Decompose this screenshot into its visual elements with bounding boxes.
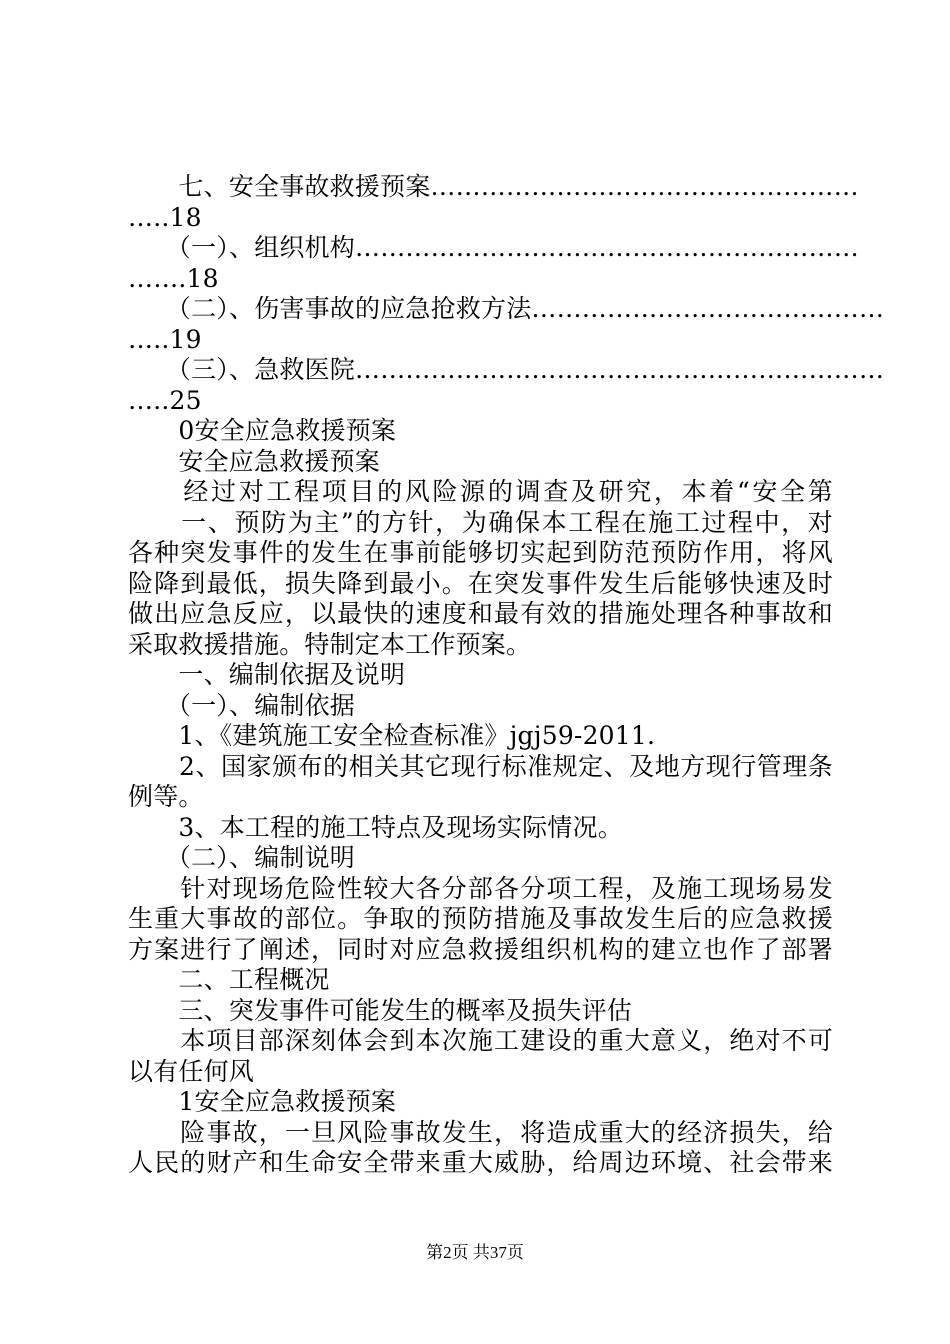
paragraph-line: 经过对工程项目的风险源的调查及研究，本着“安全第 [128, 477, 833, 506]
section-title: 0安全应急救援预案 [128, 416, 397, 445]
section-heading: 二、工程概况 [128, 965, 330, 994]
list-item: 3、本工程的施工特点及现场实际情况。 [128, 812, 623, 842]
paragraph-line: 一、预防为主”的方针，为确保本工程在施工过程中，对 [128, 507, 833, 537]
toc-page-number: …..19 [128, 324, 202, 354]
paragraph-line: 各种突发事件的发生在事前能够切实起到防范预防作用，将风 [128, 538, 833, 567]
toc-line: （二）、伤害事故的应急抢救方法…………………………………… [128, 294, 885, 323]
paragraph-line: 生重大事故的部位。争取的预防措施及事故发生后的应急救援 [128, 904, 833, 933]
paragraph-line: 险降到最低，损失降到最小。在突发事件发生后能够快速及时 [128, 568, 833, 598]
section-heading: 一、编制依据及说明 [128, 660, 406, 689]
toc-page-number: …..25 [128, 385, 202, 415]
list-item: 例等。 [128, 782, 204, 811]
toc-line: （三）、急救医院……………………………………………………… [128, 355, 885, 384]
subsection-heading: （一）、编制依据 [128, 690, 356, 720]
paragraph-line: 本项目部深刻体会到本次施工建设的重大意义，绝对不可 [128, 1026, 833, 1055]
subsection-heading: （二）、编制说明 [128, 843, 356, 872]
toc-page-number: …….18 [128, 263, 219, 293]
section-title: 1安全应急救援预案 [128, 1087, 397, 1116]
paragraph-line: 方案进行了阐述，同时对应急救援组织机构的建立也作了部署 [128, 934, 833, 964]
paragraph-line: 针对现场危险性较大各分部各分项工程，及施工现场易发 [128, 873, 833, 903]
page-footer: 第2页 共37页 [426, 1243, 524, 1262]
document-title: 安全应急救援预案 [128, 446, 381, 476]
paragraph-line: 险事故，一旦风险事故发生，将造成重大的经济损失，给 [128, 1117, 833, 1147]
toc-page-number: …..18 [128, 202, 202, 232]
section-heading: 三、突发事件可能发生的概率及损失评估 [128, 995, 633, 1025]
paragraph-line: 做出应急反应，以最快的速度和最有效的措施处理各种事故和 [128, 599, 833, 628]
toc-line: （一）、组织机构…………………………………………………… [128, 233, 860, 262]
paragraph-line: 人民的财产和生命安全带来重大威胁，给周边环境、社会带来 [128, 1148, 833, 1177]
list-item: 2、国家颁布的相关其它现行标准规定、及地方现行管理条 [128, 751, 833, 781]
toc-line: 七、安全事故救援预案…………………………………………… [128, 172, 859, 201]
paragraph-line: 以有任何风 [128, 1056, 255, 1086]
document-body [128, 172, 885, 1179]
paragraph-line: 采取救援措施。特制定本工作预案。 [128, 629, 532, 659]
list-item: 1、《建筑施工安全检查标准》jgj59-2011. [128, 721, 656, 750]
